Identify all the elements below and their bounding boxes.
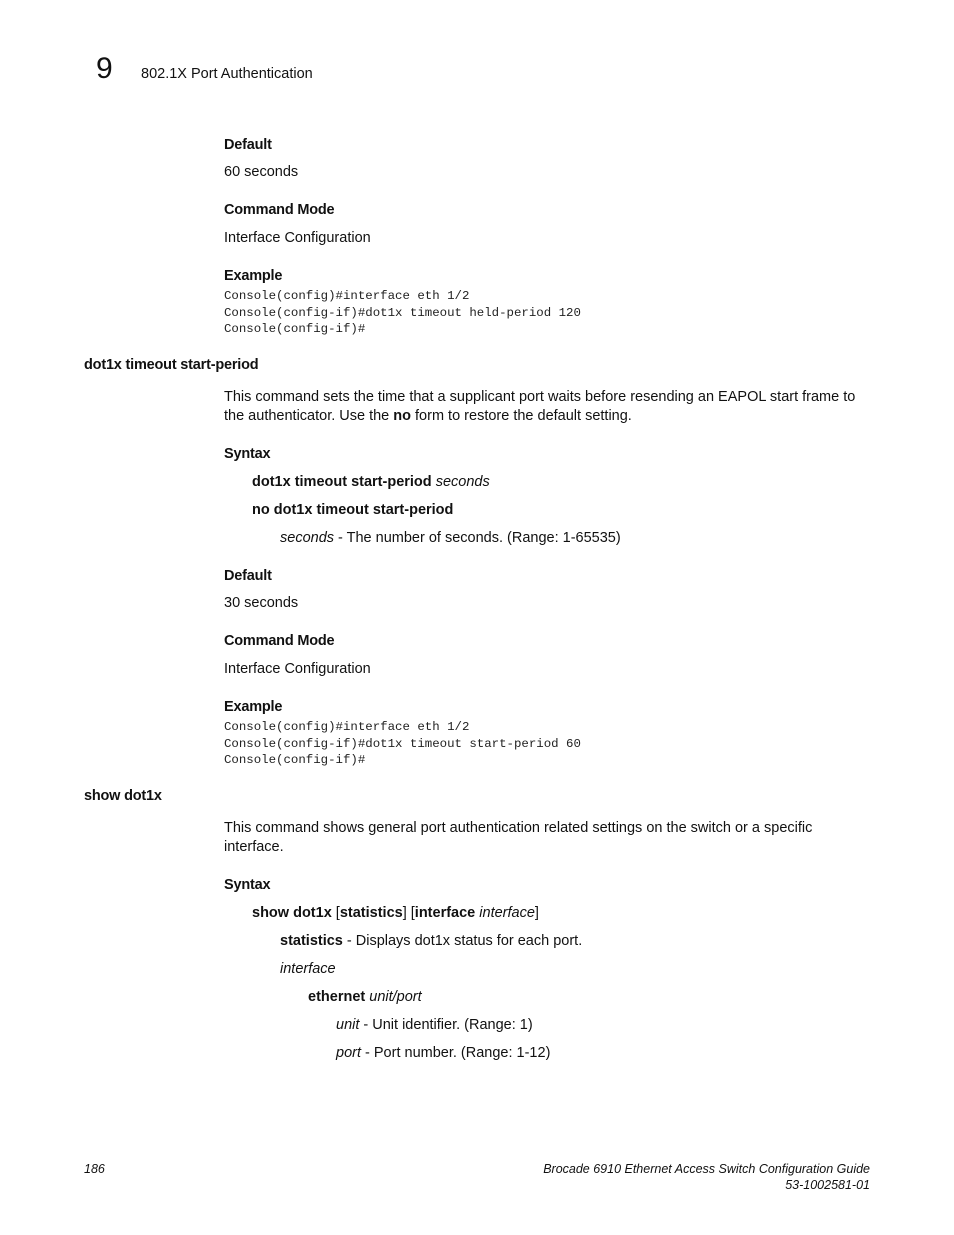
document-number: 53-1002581-01 xyxy=(785,1178,870,1192)
chapter-number: 9 xyxy=(96,52,113,85)
default-heading: Default xyxy=(224,568,272,584)
default-value: 60 seconds xyxy=(224,164,299,180)
default-heading: Default xyxy=(224,137,272,153)
parameter-unit: unit - Unit identifier. (Range: 1) xyxy=(336,1017,533,1033)
code-line: Console(config)#interface eth 1/2 xyxy=(224,720,470,734)
parameter-ethernet: ethernet unit/port xyxy=(308,989,422,1005)
chapter-title: 802.1X Port Authentication xyxy=(141,66,313,82)
code-line: Console(config-if)#dot1x timeout held-period 120 xyxy=(224,305,581,320)
syntax-line-no: no dot1x timeout start-period xyxy=(252,502,454,518)
example-heading: Example xyxy=(224,268,283,284)
parameter-interface: interface xyxy=(280,961,336,977)
description-line: interface. xyxy=(224,839,284,855)
parameter-statistics: statistics - Displays dot1x status for each port. xyxy=(280,933,583,949)
parameter-seconds: seconds - The number of seconds. (Range: 1-65535) xyxy=(280,530,621,546)
document-title: Brocade 6910 Ethernet Access Switch Configuration Guide xyxy=(543,1162,870,1176)
code-example xyxy=(224,719,581,769)
description-line: the authenticator. Use the no form to restore the default setting. xyxy=(224,408,632,424)
description-line: This command shows general port authentication related settings on the switch or a specific xyxy=(224,820,813,836)
command-description xyxy=(224,819,874,857)
syntax-line: show dot1x [statistics] [interface interface] xyxy=(252,905,539,921)
command-description xyxy=(224,388,874,426)
syntax-heading: Syntax xyxy=(224,446,271,462)
code-line: Console(config-if)#dot1x timeout start-period 60 xyxy=(224,736,581,751)
syntax-line: dot1x timeout start-period seconds xyxy=(252,474,490,490)
syntax-heading: Syntax xyxy=(224,877,271,893)
code-line: Console(config-if)# xyxy=(224,753,366,767)
code-line: Console(config-if)# xyxy=(224,322,366,336)
description-line: This command sets the time that a supplicant port waits before resending an EAPOL start frame to xyxy=(224,389,856,405)
page-number: 186 xyxy=(84,1162,105,1176)
command-mode-value: Interface Configuration xyxy=(224,230,371,246)
command-title: dot1x timeout start-period xyxy=(84,357,259,373)
command-title: show dot1x xyxy=(84,788,162,804)
code-example xyxy=(224,288,581,338)
command-mode-heading: Command Mode xyxy=(224,633,335,649)
command-mode-value: Interface Configuration xyxy=(224,661,371,677)
example-heading: Example xyxy=(224,699,283,715)
parameter-port: port - Port number. (Range: 1-12) xyxy=(336,1045,551,1061)
command-mode-heading: Command Mode xyxy=(224,202,335,218)
code-line: Console(config)#interface eth 1/2 xyxy=(224,289,470,303)
default-value: 30 seconds xyxy=(224,595,299,611)
no-keyword: no xyxy=(393,408,411,424)
